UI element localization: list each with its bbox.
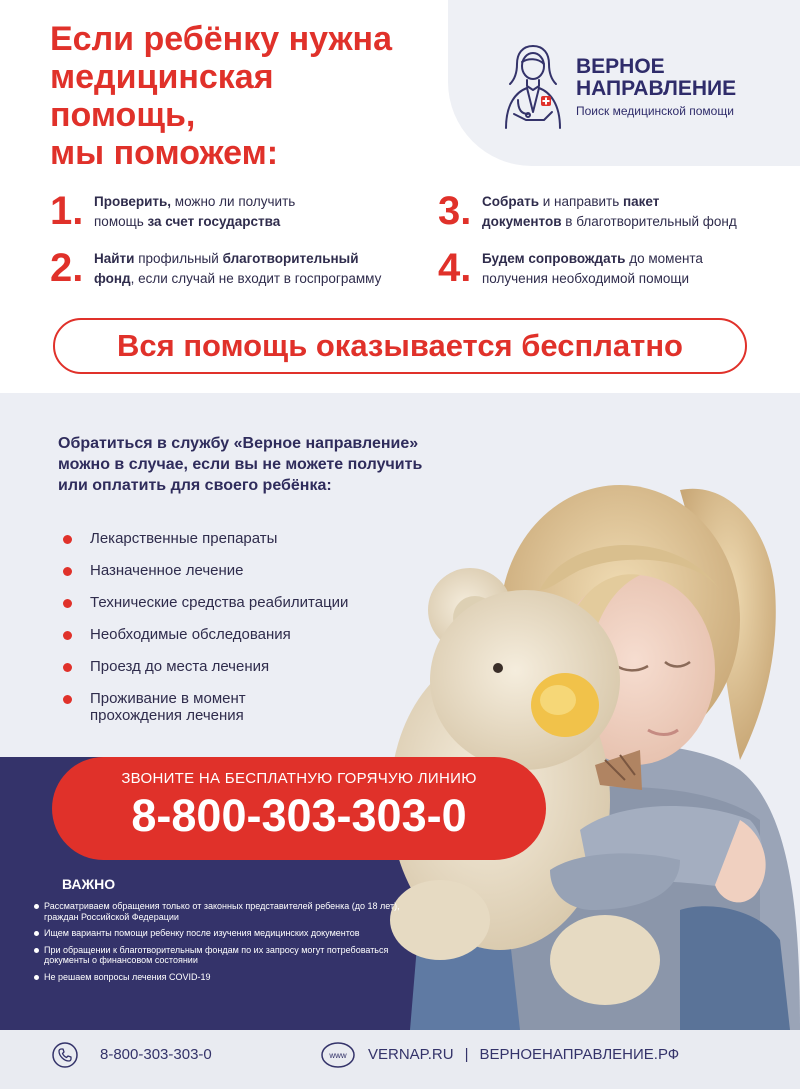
logo [576, 56, 736, 118]
title-line: медицинская [50, 58, 274, 96]
list-item: Технические средства реабилитации [62, 594, 392, 611]
separator: | [464, 1046, 469, 1063]
intro-line: можно в случае, если вы не можете получить [58, 456, 423, 473]
phone-icon [52, 1042, 78, 1068]
website-link[interactable]: VERNAP.RU [368, 1046, 454, 1063]
title-line: мы поможем: [50, 134, 279, 172]
note-item: При обращении к благотворительным фондам по их запросу могут потребоваться документы о финансовом состоянии [34, 945, 404, 966]
intro-line: Обратиться в службу «Верное направление» [58, 435, 419, 452]
logo-name-line: НАПРАВЛЕНИЕ [576, 77, 737, 100]
free-help-text: Вся помощь оказывается бесплатно [117, 328, 683, 363]
step-text: Найти профильный благотворительный фонд, если случай не входит в госпрограмму [94, 251, 382, 286]
bullet-icon [34, 948, 39, 953]
step-number: 4. [438, 246, 472, 290]
title-line: помощь, [50, 96, 196, 134]
bullet-icon [63, 599, 72, 608]
list-item: Необходимые обследования [62, 626, 392, 643]
www-icon [321, 1042, 355, 1068]
bullet-icon [34, 931, 39, 936]
hotline-badge[interactable] [52, 757, 546, 860]
list-item: Проезд до места лечения [62, 658, 392, 675]
bullet-icon [63, 695, 72, 704]
logo-tagline: Поиск медицинской помощи [576, 104, 734, 118]
page-title [50, 20, 430, 172]
note-item: Не решаем вопросы лечения COVID-19 [34, 972, 404, 983]
footer-websites [368, 1046, 679, 1063]
doctor-logo-icon [502, 40, 564, 130]
bullet-icon [34, 975, 39, 980]
title-line: Если ребёнку нужна [50, 20, 392, 58]
hotline-label: ЗВОНИТЕ НА БЕСПЛАТНУЮ ГОРЯЧУЮ ЛИНИЮ [121, 770, 477, 787]
logo-name [576, 56, 736, 100]
bullet-icon [63, 663, 72, 672]
step-number: 2. [50, 246, 84, 290]
intro-line: или оплатить для своего ребёнка: [58, 477, 332, 494]
help-cases-list [62, 530, 392, 739]
note-item: Рассматриваем обращения только от законных представителей ребенка (до 18 лет), граждан Российской Федерации [34, 901, 404, 922]
important-notes [34, 876, 404, 988]
bullet-icon [34, 904, 39, 909]
website-link[interactable]: ВЕРНОЕНАПРАВЛЕНИЕ.РФ [479, 1046, 680, 1063]
bullet-icon [63, 567, 72, 576]
free-help-banner [53, 318, 747, 374]
step-text: Собрать и направить пакет документов в благотворительный фонд [482, 194, 737, 229]
note-item: Ищем варианты помощи ребенку после изучения медицинских документов [34, 928, 404, 939]
logo-name-line: ВЕРНОЕ [576, 55, 665, 78]
step-text: Будем сопровождать до момента получения необходимой помощи [482, 251, 703, 286]
list-item: Лекарственные препараты [62, 530, 392, 547]
bullet-icon [63, 535, 72, 544]
footer-phone[interactable]: 8-800-303-303-0 [100, 1046, 212, 1063]
bullet-icon [63, 631, 72, 640]
step-number: 3. [438, 189, 472, 233]
girl-with-teddy-bear-image [380, 440, 800, 1030]
step-text: Проверить, можно ли получить помощь за счет государства [94, 194, 296, 229]
hotline-number[interactable]: 8-800-303-303-0 [131, 790, 467, 841]
important-title: ВАЖНО [62, 876, 116, 892]
step-number: 1. [50, 189, 84, 233]
intro-text [58, 433, 478, 496]
svg-text:www: www [329, 1051, 347, 1060]
list-item: Проживание в момент прохождения лечения [62, 690, 272, 724]
list-item: Назначенное лечение [62, 562, 392, 579]
